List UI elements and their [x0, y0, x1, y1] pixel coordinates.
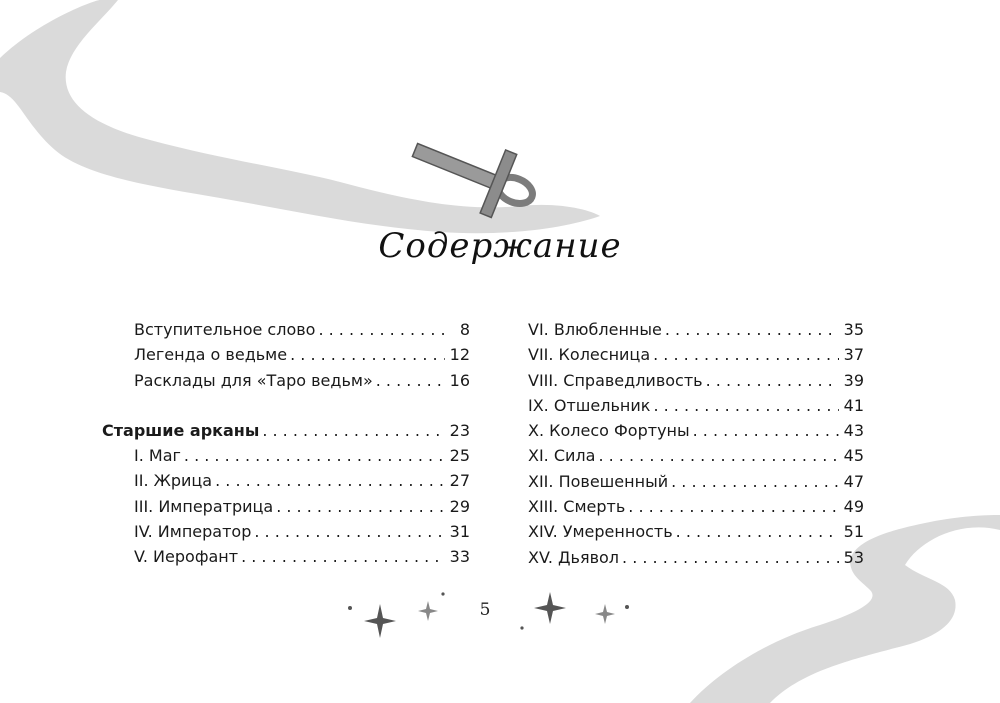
- toc-leader-dots: [693, 421, 839, 440]
- toc-entry: [528, 497, 864, 522]
- toc-entry-page: 35: [843, 320, 864, 339]
- toc-spacer: [102, 396, 470, 421]
- toc-entry: [528, 548, 864, 573]
- toc-entry: [528, 522, 864, 547]
- toc-entry-label: IX. Отшельник: [528, 395, 651, 415]
- toc-entry: [528, 345, 864, 370]
- toc-entry: [528, 371, 864, 396]
- toc-entry-label: VI. Влюбленные: [528, 320, 662, 339]
- toc-leader-dots: [653, 345, 839, 364]
- toc-leader-dots: [671, 472, 839, 491]
- toc-leader-dots: [676, 522, 839, 541]
- toc-leader-dots: [184, 446, 445, 465]
- toc-right-column: [528, 320, 864, 573]
- toc-section-heading: [102, 421, 470, 446]
- toc-leader-dots: [241, 547, 445, 566]
- toc-entry: [102, 497, 470, 522]
- toc-leader-dots: [622, 548, 839, 567]
- toc-entry: [528, 421, 864, 446]
- toc-section-label: Старшие арканы: [102, 420, 260, 440]
- toc-entry-label: XII. Повешенный: [528, 471, 669, 491]
- toc-entry: [528, 320, 864, 345]
- toc-entry-page: 45: [843, 446, 864, 466]
- toc-entry-label: X. Колесо Фортуны: [528, 421, 690, 441]
- toc-section-page: 23: [449, 420, 470, 440]
- toc-entry-label: XIV. Умеренность: [528, 522, 673, 542]
- toc-leader-dots: [215, 471, 445, 490]
- toc-leader-dots: [598, 446, 839, 465]
- toc-entry-label: XI. Сила: [528, 446, 596, 466]
- toc-entry-page: 16: [449, 370, 470, 390]
- toc-entry-label: VII. Колесница: [528, 345, 651, 365]
- toc-entry: [102, 522, 470, 547]
- page-number: 5: [479, 600, 491, 620]
- toc-entry-label: IV. Император: [134, 522, 252, 542]
- toc-entry: [528, 396, 864, 421]
- page-title: Содержание: [378, 226, 622, 266]
- toc-entry: [528, 446, 864, 471]
- toc-entry-label: XIII. Смерть: [528, 497, 626, 517]
- toc-entry-page: 12: [449, 345, 470, 365]
- toc-leader-dots: [653, 396, 839, 415]
- toc-entry-page: 37: [843, 345, 864, 365]
- toc-entry: [102, 345, 470, 370]
- toc-leader-dots: [290, 345, 445, 364]
- toc-entry-page: 8: [459, 320, 470, 339]
- toc-entry-label: V. Иерофант: [134, 547, 239, 567]
- toc-entry: [102, 471, 470, 496]
- toc-entry-label: III. Императрица: [134, 496, 274, 516]
- toc-entry-label: Вступительное слово: [134, 320, 316, 339]
- toc-entry-page: 49: [843, 497, 864, 517]
- toc-entry-page: 51: [843, 522, 864, 542]
- toc-entry-page: 47: [843, 471, 864, 491]
- toc-entry-page: 53: [843, 547, 864, 567]
- toc-entry: [528, 472, 864, 497]
- toc-leader-dots: [276, 497, 445, 516]
- toc-entry-page: 27: [449, 471, 470, 491]
- toc-entry-page: 39: [843, 370, 864, 390]
- toc-left-column: [102, 320, 470, 573]
- toc-leader-dots: [628, 497, 839, 516]
- toc-leader-dots: [262, 421, 445, 440]
- toc-entry-page: 33: [449, 547, 470, 567]
- toc-entry: [102, 547, 470, 572]
- toc-entry-page: 25: [449, 446, 470, 466]
- toc-entry-label: Легенда о ведьме: [134, 345, 288, 365]
- toc-entry: [102, 371, 470, 396]
- toc-entry: [102, 320, 470, 345]
- toc-leader-dots: [254, 522, 445, 541]
- toc-entry-label: II. Жрица: [134, 471, 213, 491]
- toc-entry-label: VIII. Справедливость: [528, 370, 703, 390]
- toc-entry-page: 41: [843, 395, 864, 415]
- toc-entry: [102, 446, 470, 471]
- toc-leader-dots: [376, 371, 445, 390]
- toc-leader-dots: [706, 371, 839, 390]
- toc-entry-page: 43: [843, 421, 864, 441]
- toc-leader-dots: [665, 320, 839, 339]
- toc-entry-label: Расклады для «Таро ведьм»: [134, 370, 373, 390]
- toc-entry-page: 31: [449, 522, 470, 542]
- toc-entry-label: XV. Дьявол: [528, 547, 620, 567]
- toc-entry-label: I. Маг: [134, 446, 181, 466]
- toc-leader-dots: [318, 320, 445, 339]
- toc-entry-page: 29: [449, 496, 470, 516]
